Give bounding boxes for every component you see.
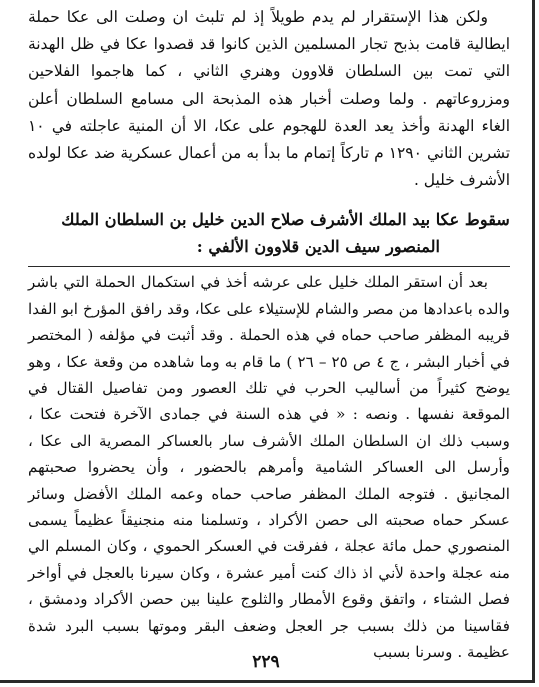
heading-underline	[28, 266, 510, 267]
section-heading-line1: سقوط عكا بيد الملك الأشرف صلاح الدين خليل بن السلطان الملك	[61, 210, 510, 230]
section-heading	[28, 206, 510, 260]
page-content	[28, 4, 510, 666]
page-number: ٢٢٩	[252, 652, 280, 672]
intro-paragraph: ولكن هذا الإستقرار لم يدم طويلاً إذ لم تلبث ان وصلت الى عكا حملة ايطالية قامت بذبح تجار المسلمين الذين كانوا قد قصدوا عكا في ظل الهدنة التي تمت بين السلطان قلاوون وهنري الثاني ، كما هاجموا الفلاحين ومزروعاتهم . ولما وصلت أخبار هذه المذبحة الى مسامع السلطان أعلن الغاء الهدنة وأخذ يعد العدة للهجوم على عكا، الا أن المنية عاجلته في ١٠ تشرين الثاني ١٢٩٠ م تاركاً إتمام ما بدأ به من أعمال عسكرية ضد عكا لولده الأشرف خليل .	[28, 8, 510, 190]
body-paragraph: بعد أن استقر الملك خليل على عرشه أخذ في استكمال الحملة التي باشر والده باعدادها من مصر والشام للإستيلاء على عكا، وقد رافق المؤرخ ابو الفدا قريبه المظفر صاحب حماه في هذه الحملة . وقد أثبت في مؤلفه ( المختصر في أخبار البشر ، ج ٤ ص ٢٥ – ٢٦ ) ما قام به وما شاهده من وقعة عكا ، وهو يوضح كثيراً من أساليب الحرب في تلك العصور ومن تفاصيل القتال في الموقعة نفسها . ونصه : « في هذه السنة في جمادى الآخرة فتحت عكا ، وسبب ذلك ان السلطان الملك الأشرف سار بالعساكر المصرية الى عكا ، وأرسل الى العساكر الشامية وأمرهم بالحضور ، وأن يحضروا صحبتهم المجانيق . فتوجه الملك المظفر صاحب حماه وعمه الملك الأفضل وسائر عسكر حماه صحبته الى حصن الأكراد ، وتسلمنا منه منجنيقاً عظيماً يسمى المنصوري حمل مائة عجلة ، ففرقت في العسكر الحموي ، وكان المسلم الي منه عجلة واحدة لأني اذ ذاك كنت أمير عشرة ، وكان سيرنا بالعجل في أواخر فصل الشتاء ، واتفق وقوع الأمطار والثلوج علينا بين حصن الأكراد ودمشق ، فقاسينا من ذلك بسبب جر العجل وضعف البقر وموتها بسبب البرد شدة عظيمة . وسرنا بسبب	[28, 273, 510, 662]
section-heading-line2: المنصور سيف الدين قلاوون الألفي :	[196, 237, 440, 257]
